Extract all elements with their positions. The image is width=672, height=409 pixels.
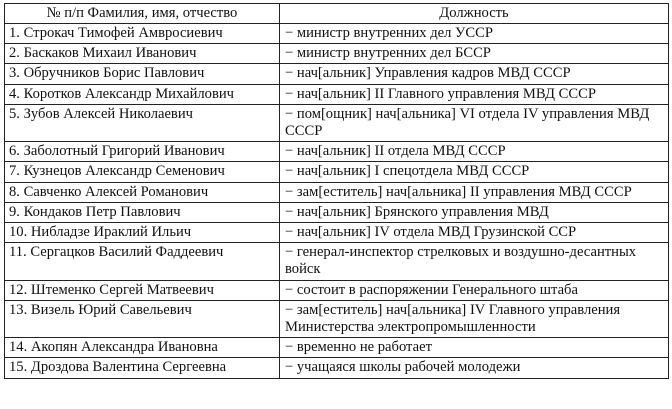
person-name: 6. Заболотный Григорий Иванович: [5, 142, 280, 162]
table-row: [5, 243, 669, 280]
person-position: − нач[альник] II Главного управления МВД СССР: [280, 84, 669, 104]
person-name: 7. Кузнецов Александр Семенович: [5, 162, 280, 182]
person-name: 5. Зубов Алексей Николаевич: [5, 104, 280, 141]
table-row: [5, 223, 669, 243]
table-row: [5, 300, 669, 337]
person-name: 8. Савченко Алексей Романович: [5, 182, 280, 202]
person-name: 2. Баскаков Михаил Иванович: [5, 44, 280, 64]
person-position: − учащаяся школы рабочей молодежи: [280, 358, 669, 378]
person-position: − министр внутренних дел БССР: [280, 44, 669, 64]
person-position: − состоит в распоряжении Генерального штаба: [280, 280, 669, 300]
table-header-row: [5, 4, 669, 24]
person-name: 13. Визель Юрий Савельевич: [5, 300, 280, 337]
person-name: 1. Строкач Тимофей Амвросиевич: [5, 24, 280, 44]
person-position: − министр внутренних дел УССР: [280, 24, 669, 44]
header-name-column: № п/п Фамилия, имя, отчество: [5, 4, 280, 24]
person-position: − зам[еститель] нач[альника] II управления МВД СССР: [280, 182, 669, 202]
person-position: − нач[альник] Управления кадров МВД СССР: [280, 64, 669, 84]
table-row: [5, 338, 669, 358]
person-name: 12. Штеменко Сергей Матвеевич: [5, 280, 280, 300]
person-position: − генерал-инспектор стрелковых и воздушно-десантных войск: [280, 243, 669, 280]
table-row: [5, 24, 669, 44]
table-row: [5, 84, 669, 104]
person-position: − нач[альник] I спецотдела МВД СССР: [280, 162, 669, 182]
table-row: [5, 64, 669, 84]
person-name: 15. Дроздова Валентина Сергеевна: [5, 358, 280, 378]
person-name: 14. Акопян Александра Ивановна: [5, 338, 280, 358]
table-row: [5, 104, 669, 141]
table-row: [5, 280, 669, 300]
person-name: 10. Нибладзе Ираклий Ильич: [5, 223, 280, 243]
person-name: 11. Сергацков Василий Фаддеевич: [5, 243, 280, 280]
table-row: [5, 182, 669, 202]
document-page: [4, 3, 668, 379]
header-position-column: Должность: [280, 4, 669, 24]
person-name: 3. Обручников Борис Павлович: [5, 64, 280, 84]
person-position: − пом[ощник] нач[альника] VI отдела IV управления МВД СССР: [280, 104, 669, 141]
table-row: [5, 142, 669, 162]
table-row: [5, 162, 669, 182]
table-row: [5, 202, 669, 222]
person-name: 9. Кондаков Петр Павлович: [5, 202, 280, 222]
table-row: [5, 358, 669, 378]
personnel-table: [4, 3, 669, 379]
person-position: − зам[еститель] нач[альника] IV Главного управления Министерства электропромышленности: [280, 300, 669, 337]
person-position: − нач[альник] Брянского управления МВД: [280, 202, 669, 222]
person-position: − временно не работает: [280, 338, 669, 358]
person-name: 4. Коротков Александр Михайлович: [5, 84, 280, 104]
person-position: − нач[альник] II отдела МВД СССР: [280, 142, 669, 162]
table-row: [5, 44, 669, 64]
person-position: − нач[альник] IV отдела МВД Грузинской ССР: [280, 223, 669, 243]
